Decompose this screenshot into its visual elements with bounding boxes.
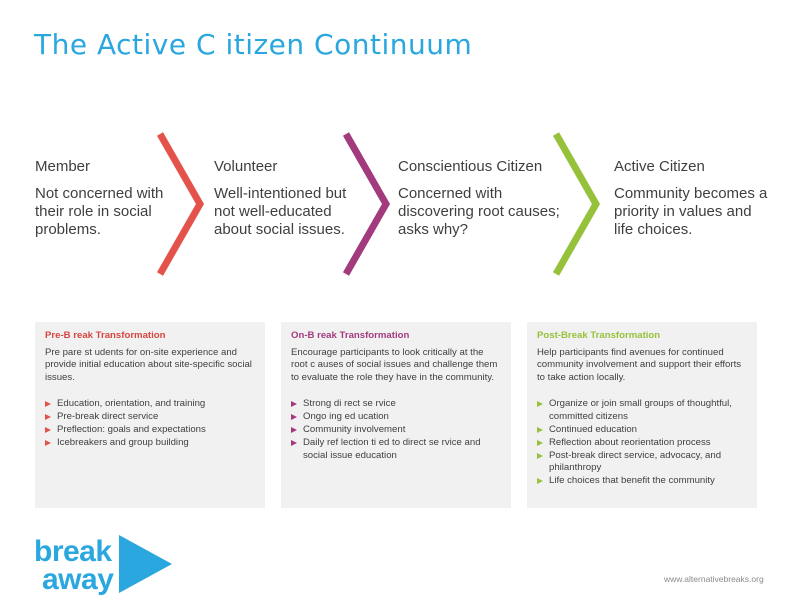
list-item: Life choices that benefit the community <box>537 475 747 488</box>
stage-description: Community becomes a priority in values and life choices. <box>614 185 768 238</box>
stage-name: Active Citizen <box>614 158 705 175</box>
list-item: Reflection about reorientation process <box>537 437 747 450</box>
list-item: Daily ref lection ti ed to direct se rvice and social issue education <box>291 437 501 462</box>
list-item: Icebreakers and group building <box>45 437 255 450</box>
bullet-triangle-icon <box>45 427 51 433</box>
stage-description: Well-intentioned but not well-educated about social issues. <box>214 185 347 238</box>
list-item: Preflection: goals and expectations <box>45 424 255 437</box>
stage-name: Member <box>35 158 91 175</box>
list-item: Education, orientation, and training <box>45 398 255 411</box>
bullet-triangle-icon <box>291 414 297 420</box>
panel-on-break <box>281 322 511 508</box>
panel-list <box>291 398 501 462</box>
list-item: Pre-break direct service <box>45 411 255 424</box>
logo-word-away: away <box>42 563 114 596</box>
panel-title: Post-Break Transformation <box>537 330 661 341</box>
panel-title: Pre-B reak Transformation <box>45 330 166 341</box>
stage-name: Conscientious Citizen <box>398 158 543 175</box>
bullet-triangle-icon <box>537 427 543 433</box>
break-away-logo <box>34 534 174 596</box>
chevron-right-icon <box>152 130 212 278</box>
list-item: Ongo ing ed ucation <box>291 411 501 424</box>
logo-word-break: break <box>34 535 112 568</box>
bullet-triangle-icon <box>537 401 543 407</box>
bullet-triangle-icon <box>45 414 51 420</box>
panel-pre-break <box>35 322 265 508</box>
bullet-triangle-icon <box>291 427 297 433</box>
panel-title: On-B reak Transformation <box>291 330 410 341</box>
list-item: Community involvement <box>291 424 501 437</box>
chevron-right-icon <box>338 130 398 278</box>
stage-active-citizen <box>614 158 774 239</box>
footer-url: www.alternativebreaks.org <box>664 574 764 584</box>
panel-description: Help participants find avenues for continued community involvement and support their efforts to take action locally. <box>537 346 742 383</box>
stage-conscientious-citizen <box>398 158 563 239</box>
list-item: Organize or join small groups of thoughtful, committed citizens <box>537 398 747 423</box>
page-title: The Active C itizen Continuum <box>34 28 473 61</box>
list-item: Post-break direct service, advocacy, and philanthropy <box>537 450 747 475</box>
panel-list <box>45 398 255 450</box>
list-item: Strong di rect se rvice <box>291 398 501 411</box>
stage-name: Volunteer <box>214 158 278 175</box>
bullet-triangle-icon <box>537 478 543 484</box>
list-item: Continued education <box>537 424 747 437</box>
panel-description: Encourage participants to look critically at the root c auses of social issues and challenge them to evaluate the role they have in the community. <box>291 346 498 383</box>
bullet-triangle-icon <box>45 401 51 407</box>
play-triangle-icon <box>116 534 174 594</box>
bullet-triangle-icon <box>45 440 51 446</box>
bullet-triangle-icon <box>291 401 297 407</box>
bullet-triangle-icon <box>537 440 543 446</box>
bullet-triangle-icon <box>537 453 543 459</box>
panel-description: Pre pare st udents for on-site experience and provide initial education about site-specific social issues. <box>45 346 252 383</box>
bullet-triangle-icon <box>291 440 297 446</box>
panel-list <box>537 398 747 488</box>
stage-description: Concerned with discovering root causes; asks why? <box>398 185 560 238</box>
panel-post-break <box>527 322 757 508</box>
stage-description: Not concerned with their role in social problems. <box>35 185 164 238</box>
chevron-right-icon <box>548 130 608 278</box>
